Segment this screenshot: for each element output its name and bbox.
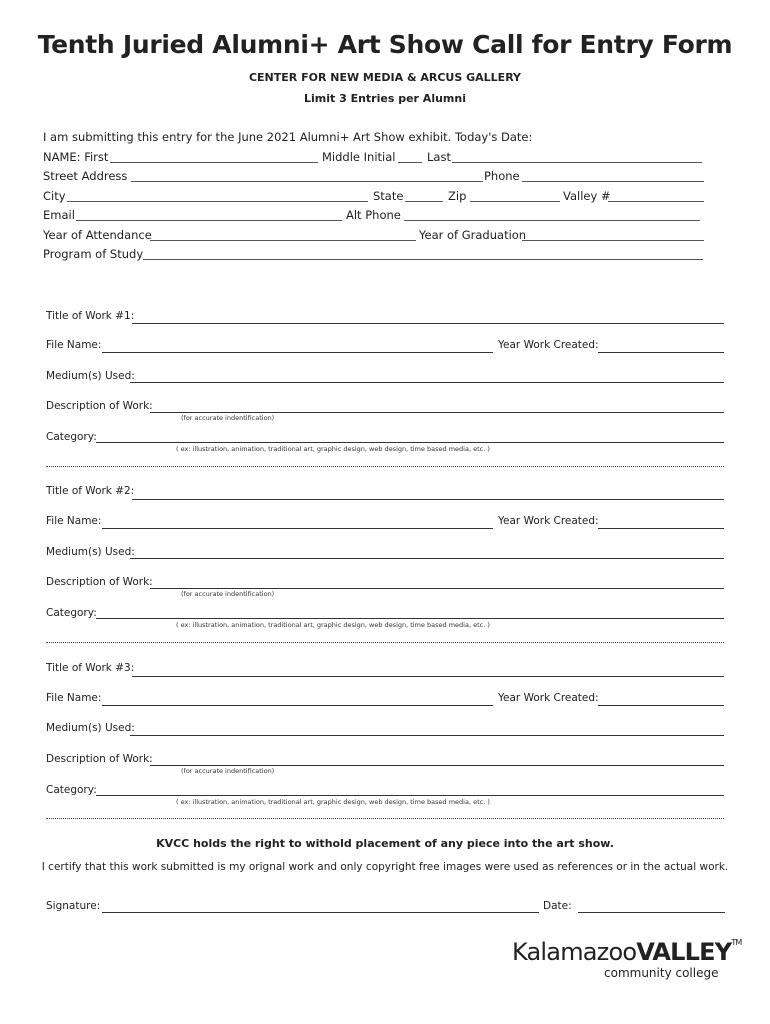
year-attendance-field[interactable] bbox=[150, 240, 416, 241]
date-label: Date: bbox=[543, 900, 572, 912]
placement-notice: KVCC holds the right to withold placement of any piece into the art show. bbox=[156, 837, 614, 850]
city-field[interactable] bbox=[67, 201, 368, 202]
alt-phone-field[interactable] bbox=[404, 220, 700, 221]
phone-label: Phone bbox=[484, 169, 520, 183]
work-3-description-hint: (for accurate indentification) bbox=[181, 767, 275, 775]
date-field[interactable] bbox=[578, 912, 725, 913]
phone-field[interactable] bbox=[522, 181, 704, 182]
logo-valley: VALLEY bbox=[636, 938, 732, 966]
program-field[interactable] bbox=[143, 259, 703, 260]
work-3-category-field[interactable] bbox=[96, 795, 724, 796]
work-2-category-label: Category: bbox=[46, 607, 97, 619]
work-3-title-label: Title of Work #3: bbox=[46, 662, 135, 674]
zip-label: Zip bbox=[448, 189, 467, 203]
intro-text: I am submitting this entry for the June 2021 Alumni+ Art Show exhibit. Today's Date: bbox=[43, 130, 533, 144]
email-label: Email bbox=[43, 208, 75, 222]
separator-2 bbox=[46, 642, 724, 643]
work-3-description-field[interactable] bbox=[150, 765, 724, 766]
work-1-year-created-label: Year Work Created: bbox=[498, 339, 599, 351]
valley-number-field[interactable] bbox=[608, 201, 704, 202]
zip-field[interactable] bbox=[470, 201, 560, 202]
work-1-title-field[interactable] bbox=[132, 323, 724, 324]
first-name-label: NAME: First bbox=[43, 150, 109, 164]
work-2-category-field[interactable] bbox=[96, 618, 724, 619]
state-field[interactable] bbox=[405, 201, 443, 202]
work-1-title-label: Title of Work #1: bbox=[46, 310, 135, 322]
work-1-year-created-field[interactable] bbox=[598, 352, 724, 353]
work-3-file-name-label: File Name: bbox=[46, 692, 102, 704]
logo-community-college: community college bbox=[604, 966, 719, 980]
work-1-description-field[interactable] bbox=[150, 412, 724, 413]
city-label: City bbox=[43, 189, 66, 203]
separator-1 bbox=[46, 466, 724, 467]
work-1-file-name-field[interactable] bbox=[102, 352, 493, 353]
work-3-category-hint: ( ex: illustration, animation, traditional art, graphic design, web design, time based media, etc. ) bbox=[176, 798, 490, 806]
work-3-medium-field[interactable] bbox=[130, 735, 724, 736]
middle-initial-label: Middle Initial bbox=[322, 150, 396, 164]
certification-text: I certify that this work submitted is my orignal work and only copyright free images were used as references or in the actual work. bbox=[41, 861, 729, 873]
work-2-file-name-label: File Name: bbox=[46, 515, 102, 527]
signature-field[interactable] bbox=[102, 912, 539, 913]
work-3-title-field[interactable] bbox=[132, 676, 724, 677]
work-3-description-label: Description of Work: bbox=[46, 753, 153, 765]
work-2-category-hint: ( ex: illustration, animation, traditional art, graphic design, web design, time based media, etc. ) bbox=[176, 621, 490, 629]
logo-kalamazoo: Kalamazoo bbox=[512, 938, 637, 966]
separator-3 bbox=[46, 818, 724, 819]
alt-phone-label: Alt Phone bbox=[346, 208, 401, 222]
work-3-medium-label: Medium(s) Used: bbox=[46, 722, 135, 734]
work-2-description-label: Description of Work: bbox=[46, 576, 153, 588]
state-label: State bbox=[373, 189, 404, 203]
middle-initial-field[interactable] bbox=[398, 162, 422, 163]
work-2-medium-label: Medium(s) Used: bbox=[46, 546, 135, 558]
work-2-medium-field[interactable] bbox=[130, 558, 724, 559]
street-field[interactable] bbox=[131, 181, 483, 182]
work-1-medium-field[interactable] bbox=[130, 382, 724, 383]
work-2-description-field[interactable] bbox=[150, 588, 724, 589]
work-2-title-label: Title of Work #2: bbox=[46, 485, 135, 497]
work-2-description-hint: (for accurate indentification) bbox=[181, 590, 275, 598]
kvcc-logo bbox=[512, 938, 742, 980]
last-name-field[interactable] bbox=[452, 162, 702, 163]
work-3-file-name-field[interactable] bbox=[102, 705, 493, 706]
email-field[interactable] bbox=[76, 220, 342, 221]
year-graduation-label: Year of Graduation bbox=[419, 228, 527, 242]
signature-label: Signature: bbox=[46, 900, 101, 912]
program-label: Program of Study bbox=[43, 247, 144, 261]
work-1-file-name-label: File Name: bbox=[46, 339, 102, 351]
form-title: Tenth Juried Alumni+ Art Show Call for Entry Form bbox=[37, 30, 733, 59]
work-1-category-label: Category: bbox=[46, 431, 97, 443]
work-1-category-field[interactable] bbox=[96, 442, 724, 443]
street-label: Street Address bbox=[43, 169, 128, 183]
work-2-title-field[interactable] bbox=[132, 499, 724, 500]
year-attendance-label: Year of Attendance bbox=[43, 228, 152, 242]
work-2-year-created-label: Year Work Created: bbox=[498, 515, 599, 527]
work-1-category-hint: ( ex: illustration, animation, traditional art, graphic design, web design, time based media, etc. ) bbox=[176, 445, 490, 453]
valley-number-label: Valley # bbox=[563, 189, 611, 203]
work-3-year-created-field[interactable] bbox=[598, 705, 724, 706]
work-2-file-name-field[interactable] bbox=[102, 528, 493, 529]
work-1-medium-label: Medium(s) Used: bbox=[46, 370, 135, 382]
work-3-category-label: Category: bbox=[46, 784, 97, 796]
work-3-year-created-label: Year Work Created: bbox=[498, 692, 599, 704]
year-graduation-field[interactable] bbox=[522, 240, 704, 241]
work-1-description-label: Description of Work: bbox=[46, 400, 153, 412]
entry-limit: Limit 3 Entries per Alumni bbox=[304, 92, 466, 105]
form-subtitle: CENTER FOR NEW MEDIA & ARCUS GALLERY bbox=[248, 71, 522, 84]
logo-trademark: TM bbox=[731, 938, 742, 947]
last-name-label: Last bbox=[427, 150, 451, 164]
work-1-description-hint: (for accurate indentification) bbox=[181, 414, 275, 422]
first-name-field[interactable] bbox=[110, 162, 318, 163]
work-2-year-created-field[interactable] bbox=[598, 528, 724, 529]
